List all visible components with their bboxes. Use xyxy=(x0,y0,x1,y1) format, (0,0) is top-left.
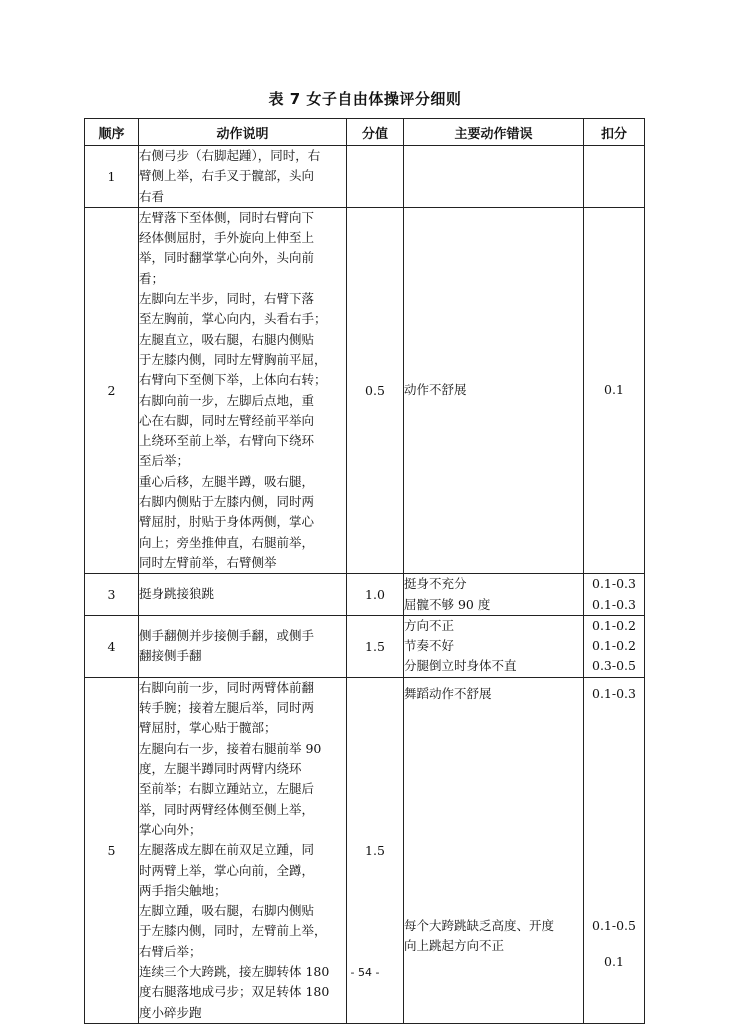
table-row xyxy=(85,574,645,616)
description-line: 右臂向下至侧下举，上体向右转； xyxy=(139,372,327,388)
description-line: 左腿向右一步，接着右腿前举 90 xyxy=(139,740,322,756)
row-score xyxy=(347,146,404,208)
deduction-item: 0.1 xyxy=(604,954,624,970)
table-row xyxy=(85,615,645,677)
spacer xyxy=(404,704,583,916)
deduction-item: 0.1-0.2 xyxy=(592,638,636,654)
error-item: 屈髋不够 90 度 xyxy=(404,596,491,612)
row-description xyxy=(139,615,347,677)
description-line: 至前举；右脚立踵站立，左腿后 xyxy=(139,781,315,797)
row-order: 1 xyxy=(85,146,139,208)
table-row xyxy=(85,146,645,208)
description-line: 掌心向外； xyxy=(139,821,202,837)
row-description xyxy=(139,574,347,616)
row-score: 0.5 xyxy=(347,207,404,573)
description-line: 于左膝内侧，同时，左臂前上举， xyxy=(139,923,327,939)
deduction-item: 0.3-0.5 xyxy=(592,658,636,674)
description-line: 举，同时翻掌掌心向外，头向前 xyxy=(139,250,315,266)
row-deductions xyxy=(584,574,645,616)
spacer xyxy=(584,936,644,952)
deduction-item: 0.1-0.3 xyxy=(592,576,636,592)
description-line: 度小碎步跑 xyxy=(139,1004,202,1020)
description-line: 看； xyxy=(139,270,165,286)
row-order: 3 xyxy=(85,574,139,616)
deduction-item: 0.1 xyxy=(604,382,624,398)
description-line: 臂屈肘，掌心贴于髋部； xyxy=(139,720,277,736)
header-errors: 主要动作错误 xyxy=(404,119,584,146)
description-line: 左脚立踵，吸右腿，右脚内侧贴 xyxy=(139,903,315,919)
description-line: 至左胸前，掌心向内，头看右手； xyxy=(139,311,327,327)
error-item: 向上跳起方向不正 xyxy=(404,938,505,954)
description-line: 右侧弓步（右脚起踵），同时，右 xyxy=(139,148,321,163)
description-line: 两手指尖触地； xyxy=(139,882,227,898)
header-description: 动作说明 xyxy=(139,119,347,146)
error-item: 挺身不充分 xyxy=(404,576,467,592)
header-order: 顺序 xyxy=(85,119,139,146)
description-line: 右脚向前一步，左脚后点地，重 xyxy=(139,392,315,408)
description-line: 左腿直立，吸右腿，右腿内侧贴 xyxy=(139,331,315,347)
description-line: 右脚内侧贴于左膝内侧，同时两 xyxy=(139,494,315,510)
error-item: 方向不正 xyxy=(404,617,455,633)
row-deductions xyxy=(584,207,645,573)
deduction-item: 0.1-0.3 xyxy=(592,596,636,612)
deduction-item: 0.1-0.3 xyxy=(592,685,636,701)
deduction-item: 0.1-0.5 xyxy=(592,918,636,934)
description-line: 翻接侧手翻 xyxy=(139,648,202,664)
description-line: 右脚向前一步，同时两臂体前翻 xyxy=(139,679,315,695)
row-errors xyxy=(404,146,584,208)
page-number: - 54 - xyxy=(350,966,380,979)
description-line: 向上；旁坐推伸直，右腿前举， xyxy=(139,534,315,550)
row-errors xyxy=(404,574,584,616)
description-line: 左脚向左半步，同时，右臂下落 xyxy=(139,291,315,307)
error-item: 节奏不好 xyxy=(404,638,455,654)
description-line: 侧手翻侧并步接侧手翻，或侧手 xyxy=(139,628,315,644)
spacer xyxy=(584,704,644,916)
row-score: 1.5 xyxy=(347,615,404,677)
description-line: 上绕环至前上举，右臂向下绕环 xyxy=(139,433,315,449)
row-order: 4 xyxy=(85,615,139,677)
description-line: 转手腕；接着左腿后举，同时两 xyxy=(139,700,315,716)
row-order: 2 xyxy=(85,207,139,573)
description-line: 右看 xyxy=(139,188,165,204)
description-line: 右臂后举； xyxy=(139,943,202,959)
description-line: 左腿落成左脚在前双足立踵，同 xyxy=(139,842,315,858)
error-item: 分腿倒立时身体不直 xyxy=(404,658,517,674)
description-line: 同时左臂前举，右臂侧举 xyxy=(139,554,277,570)
description-line: 度，左腿半蹲同时两臂内绕环 xyxy=(139,761,302,777)
description-line: 臂侧上举，右手叉于髋部，头向 xyxy=(139,168,315,184)
row-order: 5 xyxy=(85,677,139,1023)
row-description xyxy=(139,207,347,573)
row-deductions xyxy=(584,146,645,208)
deduction-item: 0.1-0.2 xyxy=(592,617,636,633)
row-score: 1.0 xyxy=(347,574,404,616)
description-line: 重心后移，左腿半蹲，吸右腿， xyxy=(139,473,315,489)
description-line: 左臂落下至体侧，同时右臂向下 xyxy=(139,209,315,225)
header-row xyxy=(85,119,645,146)
description-line: 心在右脚，同时左臂经前平举向 xyxy=(139,412,315,428)
row-errors xyxy=(404,615,584,677)
description-line: 于左膝内侧，同时左臂胸前平屈， xyxy=(139,351,327,367)
row-errors xyxy=(404,207,584,573)
description-line: 至后举； xyxy=(139,453,190,469)
description-line: 举，同时两臂经体侧至侧上举， xyxy=(139,801,315,817)
description-line: 经体侧屈肘，手外旋向上伸至上 xyxy=(139,230,315,246)
row-deductions xyxy=(584,615,645,677)
row-score: 1.5 xyxy=(347,677,404,1023)
description-line: 臂屈肘，肘贴于身体两侧，掌心 xyxy=(139,514,315,530)
description-line: 时两臂上举，掌心向前，全蹲， xyxy=(139,862,315,878)
scoring-table xyxy=(84,118,645,1024)
row-description xyxy=(139,146,347,208)
description-line: 连续三个大跨跳，接左脚转体 180 xyxy=(139,963,330,979)
table-title: 表 7 女子自由体操评分细则 xyxy=(268,90,462,108)
header-deduction: 扣分 xyxy=(584,119,645,146)
error-item: 舞蹈动作不舒展 xyxy=(404,685,492,701)
description-line: 度右腿落地成弓步；双足转体 180 xyxy=(139,984,330,1000)
error-item: 动作不舒展 xyxy=(404,382,467,398)
description-line: 挺身跳接狼跳 xyxy=(139,586,215,602)
table-row xyxy=(85,207,645,573)
header-score: 分值 xyxy=(347,119,404,146)
error-item: 每个大跨跳缺乏高度、开度 xyxy=(404,918,555,934)
